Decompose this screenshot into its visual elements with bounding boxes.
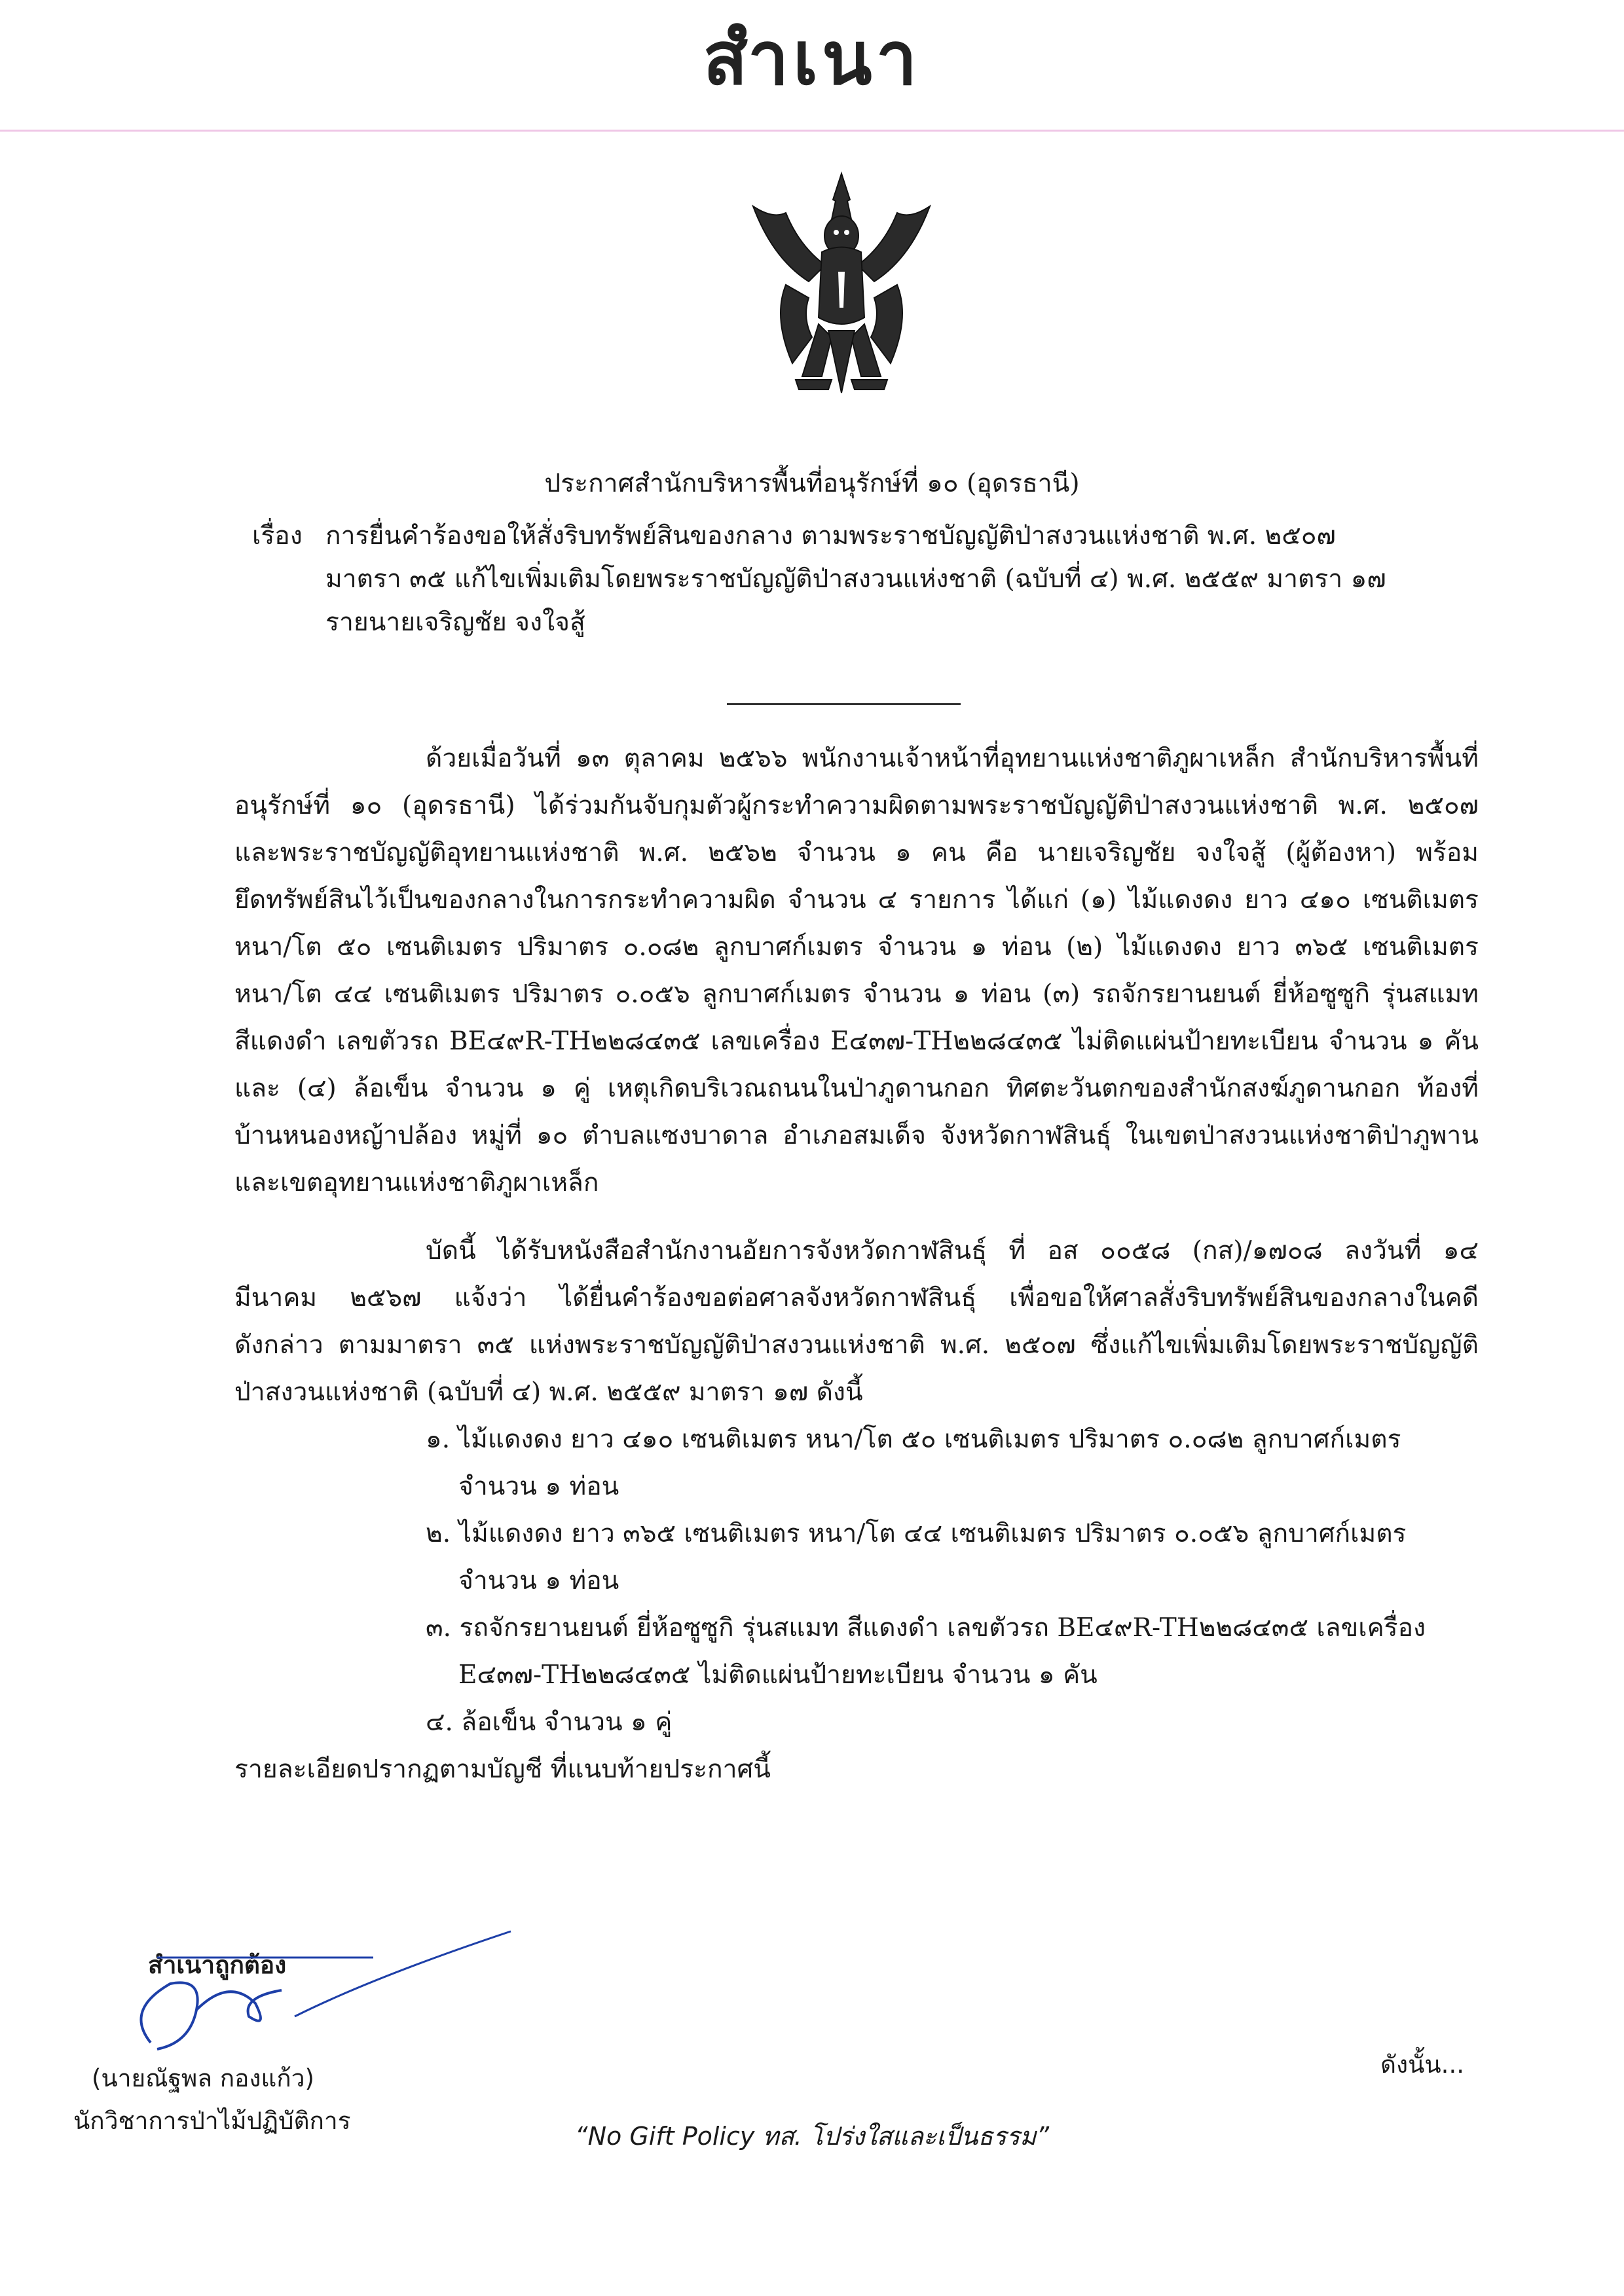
subject-line: มาตรา ๓๕ แก้ไขเพิ่มเติมโดยพระราชบัญญัติป่าสงวนแห่งชาติ (ฉบับที่ ๔) พ.ศ. ๒๕๕๙ มาตรา ๑๗ (325, 564, 1386, 594)
footer-slogan: “No Gift Policy ทส. โปร่งใสและเป็นธรรม” (574, 2122, 1050, 2151)
paragraph-1-line: และ (๔) ล้อเข็น จำนวน ๑ คู่ เหตุเกิดบริเวณถนนในป่าภูดานกอก ทิศตะวันตกของสำนักสงฆ์ภูดานกอก ท้องที่ (234, 1074, 1479, 1103)
announcement-heading: ประกาศสำนักบริหารพื้นที่อนุรักษ์ที่ ๑๐ (อุดรธานี) (544, 469, 1080, 498)
paragraph-2-line: บัดนี้ ได้รับหนังสือสำนักงานอัยการจังหวัดกาฬสินธุ์ ที่ อส ๐๐๕๘ (กส)/๑๗๐๘ ลงวันที่ ๑๔ (426, 1236, 1479, 1266)
garuda-emblem-icon (747, 167, 936, 409)
continuation-note: ดังนั้น... (1380, 2050, 1464, 2079)
paragraph-1-line: อนุรักษ์ที่ ๑๐ (อุดรธานี) ได้ร่วมกันจับกุมตัวผู้กระทำความผิดตามพระราชบัญญัติป่าสงวนแห่งชาติ พ.ศ. ๒๕๐๗ (234, 791, 1479, 820)
paragraph-1-line: ยึดทรัพย์สินไว้เป็นของกลางในการกระทำความผิด จำนวน ๔ รายการ ได้แก่ (๑) ไม้แดงดง ยาว ๔๑๐ เซนติเมตร (234, 885, 1479, 915)
paragraph-2-line: ป่าสงวนแห่งชาติ (ฉบับที่ ๔) พ.ศ. ๒๕๕๙ มาตรา ๑๗ ดังนี้ (234, 1377, 863, 1407)
copy-stamp: สำเนา (703, 16, 921, 101)
section-divider (727, 703, 961, 705)
details-note: รายละเอียดปรากฏตามบัญชี ที่แนบท้ายประกาศนี้ (234, 1755, 771, 1784)
list-item: ๑. ไม้แดงดง ยาว ๔๑๐ เซนติเมตร หนา/โต ๕๐ เซนติเมตร ปริมาตร ๐.๐๘๒ ลูกบาศก์เมตร (426, 1425, 1401, 1454)
paragraph-1-line: และเขตอุทยานแห่งชาติภูผาเหล็ก (234, 1168, 599, 1197)
subject-label: เรื่อง (252, 521, 303, 551)
paragraph-1-line: หนา/โต ๕๐ เซนติเมตร ปริมาตร ๐.๐๘๒ ลูกบาศก์เมตร จำนวน ๑ ท่อน (๒) ไม้แดงดง ยาว ๓๖๕ เซนติเมตร (234, 932, 1479, 962)
list-item: ๓. รถจักรยานยนต์ ยี่ห้อซูซูกิ รุ่นสแมท สีแดงดำ เลขตัวรถ BE๔๙R-TH๒๒๘๔๓๕ เลขเครื่อง (426, 1613, 1426, 1643)
certifier-position: นักวิชาการป่าไม้ปฏิบัติการ (73, 2107, 351, 2135)
paragraph-1-line: บ้านหนองหญ้าปล้อง หมู่ที่ ๑๐ ตำบลแซงบาดาล อำเภอสมเด็จ จังหวัดกาฬสินธุ์ ในเขตป่าสงวนแห่งชาติป่าภูพาน (234, 1121, 1479, 1150)
paragraph-1-line: สีแดงดำ เลขตัวรถ BE๔๙R-TH๒๒๘๔๓๕ เลขเครื่อง E๔๓๗-TH๒๒๘๔๓๕ ไม่ติดแผ่นป้ายทะเบียน จำนวน ๑ คัน (234, 1027, 1479, 1056)
certification-label: สำเนาถูกต้อง (148, 1951, 287, 1979)
list-item-continuation: จำนวน ๑ ท่อน (458, 1472, 619, 1501)
paragraph-2-line: ดังกล่าว ตามมาตรา ๓๕ แห่งพระราชบัญญัติป่าสงวนแห่งชาติ พ.ศ. ๒๕๐๗ ซึ่งแก้ไขเพิ่มเติมโดยพระราชบัญญัติ (234, 1330, 1479, 1360)
header-divider (0, 130, 1624, 132)
list-item-continuation: E๔๓๗-TH๒๒๘๔๓๕ ไม่ติดแผ่นป้ายทะเบียน จำนวน ๑ คัน (458, 1660, 1098, 1690)
list-item-continuation: จำนวน ๑ ท่อน (458, 1566, 619, 1595)
paragraph-1-line: และพระราชบัญญัติอุทยานแห่งชาติ พ.ศ. ๒๕๖๒ จำนวน ๑ คน คือ นายเจริญชัย จงใจสู้ (ผู้ต้องหา) พร้อม (234, 838, 1479, 867)
paragraph-2-line: มีนาคม ๒๕๖๗ แจ้งว่า ได้ยื่นคำร้องขอต่อศาลจังหวัดกาฬสินธุ์ เพื่อขอให้ศาลสั่งริบทรัพย์สินของกลางในคดี (234, 1283, 1479, 1313)
paragraph-1-line: ด้วยเมื่อวันที่ ๑๓ ตุลาคม ๒๕๖๖ พนักงานเจ้าหน้าที่อุทยานแห่งชาติภูผาเหล็ก สำนักบริหารพื้นที่ (426, 744, 1479, 773)
subject-line: การยื่นคำร้องขอให้สั่งริบทรัพย์สินของกลาง ตามพระราชบัญญัติป่าสงวนแห่งชาติ พ.ศ. ๒๕๐๗ (325, 521, 1336, 551)
list-item: ๔. ล้อเข็น จำนวน ๑ คู่ (426, 1707, 673, 1737)
list-item: ๒. ไม้แดงดง ยาว ๓๖๕ เซนติเมตร หนา/โต ๔๔ เซนติเมตร ปริมาตร ๐.๐๕๖ ลูกบาศก์เมตร (426, 1519, 1407, 1548)
subject-line: รายนายเจริญชัย จงใจสู้ (325, 608, 585, 637)
paragraph-1-line: หนา/โต ๔๔ เซนติเมตร ปริมาตร ๐.๐๕๖ ลูกบาศก์เมตร จำนวน ๑ ท่อน (๓) รถจักรยานยนต์ ยี่ห้อซูซูกิ รุ่นสแมท (234, 979, 1479, 1009)
certifier-name: (นายณัฐพล กองแก้ว) (92, 2064, 314, 2092)
